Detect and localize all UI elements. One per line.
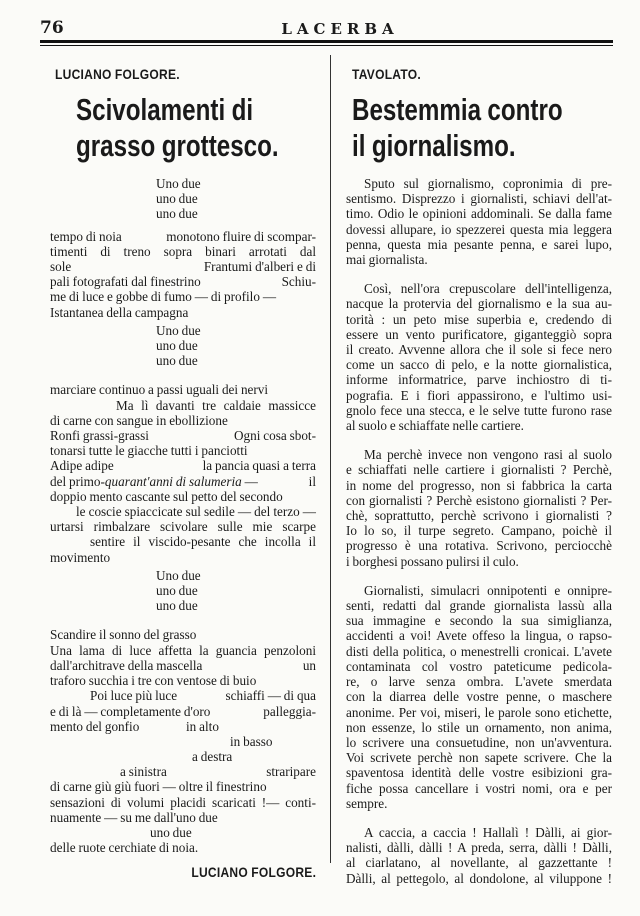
text-line: il creato. Avvenne allora che il sole si fece nero [346,342,612,358]
poem-fragment: tempo di noia [50,228,122,244]
paragraph [346,447,612,569]
poem-line: uno due [156,191,198,207]
text-line: sua immagine e secondo la sua simiglianza, [346,613,612,629]
masthead: LACERBA [281,20,399,38]
text-line: Sputo sul giornalismo, copronimia di pre- [364,176,612,191]
poem-fragment: Schiu- [281,274,316,290]
poem-line: uno due [150,825,192,841]
poem-line: le coscie spiaccicate sul sedile — del terzo — [76,504,316,520]
text-line: A caccia, a caccia ! Hallalì ! Dàlli, ai gior- [364,824,612,840]
text-line: al suolo e schiaffate nelle cartiere. [346,418,524,434]
text-line: penna, questa mia pesante penna, e sarei lupo, [346,236,612,252]
text-line: essere un vento purificatore, giganteggiò sopra [346,326,612,342]
text-line: con giornalisti ? Perchè esistono giornalisti ? Per- [346,492,612,508]
text-line: Dàlli, al pettegolo, al dondolone, al viluppone ! [346,870,612,886]
text-line: chè, soprattutto, perchè scrivono i giornalisti ? [346,508,612,524]
poem-fragment: Ronfi grassi-grassi [50,428,149,444]
text-line: e schiaffati nelle cartiere i giornalisti ? Perchè, [346,462,612,478]
text-line: timo. Odio le opinioni addominali. Se dalla fame [346,206,612,222]
poem-fragment: il [308,473,316,489]
text-line: lo scrivere una consuetudine, non un'avventura. [346,734,612,750]
poem-line [50,749,316,764]
poem-fragment: palleggia- [263,703,316,719]
poem-line: doppio mento cascante sul petto del secondo [50,488,283,504]
text-line: Io lo so, il turpe segreto. Campano, poichè il [346,523,612,539]
signature-text: LUCIANO FOLGORE. [191,863,316,880]
text-line: anonime. Per voi, miseri, le parole sono etichette, [346,704,612,720]
poem-line [50,428,316,443]
poem-line: timenti di treno sopra binari arrotati dal [50,243,316,259]
poem-line [50,458,316,473]
poem-line: tonarsi tutte le giacche tutti i panciotti [50,443,248,459]
text-line: Così, nell'ora crepuscolare dell'intelligenza, [364,281,612,297]
poem-fragment: Frantumi d'alberi e di [203,259,316,275]
poem-line: Uno due [156,322,201,338]
poem-line [50,688,316,703]
text-line: nacque la protervia del giornalismo e la sua au- [346,296,612,312]
page-number: 76 [40,18,64,38]
text-line: mai giornalista. [346,252,428,268]
poem-line [50,229,316,244]
text-line: fiche possa cancellare i vostri nomi, ora e per [346,780,612,796]
poem-line: di carne con sangue in ebollizione [50,412,228,428]
paragraph [346,176,612,267]
poem-line [50,274,316,289]
text-line: con la diarrea delle vostre penne, o maschere [346,689,612,705]
poem-line: urtarsi rimbalzare scivolare sulle mie scarpe [50,519,316,535]
text-line: accidenti a voi! Avete offeso la lingua, o rapso- [346,628,612,644]
poem-line: uno due [156,206,198,222]
text-line: in nome del progresso, non si fabbrica la carta [346,477,612,493]
poem-line [50,719,316,734]
header-rule-thin [40,45,613,46]
author-name: TAVOLATO. [352,66,421,82]
poem-fragment: un [302,657,316,673]
text-line: spaventosa identità delle vostre esibizioni gra- [346,765,612,781]
poem-line: di carne giù giù fuori — oltre il finestrino [50,779,267,795]
poem-fragment: pali fotografati dal finestrino [50,274,201,290]
article-title-line: il giornalismo. [352,128,516,163]
poem-line: nuamente — su me dall'uno due [50,809,218,825]
header-rule [40,40,613,43]
poem-line [50,704,316,719]
right-column [346,66,612,886]
poem-text: del primo- [50,473,105,489]
poem-line: me di luce e gobbe di fumo — di profilo — [50,289,277,305]
poem-line: uno due [156,583,198,599]
poem-fragment: a sinistra [120,764,167,780]
article-title-line: Scivolamenti di [76,92,254,127]
poem-line: Uno due [156,567,201,583]
text-line: Voi scrivete perchè non sapete scrivere. Che la [346,750,612,766]
text-line: torità : un peto mise superbia e, credendo di [346,311,612,327]
poem-fragment: sole [50,259,72,275]
poem-line [50,658,316,673]
poem-line: Istantanea della campagna [50,304,189,320]
paragraph [346,825,612,886]
text-line: informe informatrice, parve inchiostro di ti- [346,372,612,388]
article-title-line: grasso grottesco. [76,128,279,163]
poem-text: — [244,473,258,489]
text-line: progresso è una rotativa. Scrivono, perciocchè [346,538,612,554]
poem-fragment: dall'architrave della mascella [50,657,203,673]
text-line: come un sacco di pelo, e la notte giornalistica, [346,357,612,373]
poem-line: uno due [156,338,198,354]
text-line: nalisti, dàlli, dàlli ! A preda, serra, dàlli ! Dàlli, [346,840,612,856]
text-line: pografia. E i fiori appassirono, e l'ultimo usi- [346,387,612,403]
text-line: dovessi allupare, io spezzerei questa mia leggera [346,221,612,237]
poem-line: sensazioni di volumi placidi scaricati !— conti- [50,794,316,810]
text-line: re, o larve senza ombra. L'avete smerdata [346,674,612,690]
author-name: LUCIANO FOLGORE. [55,66,180,82]
text-line: contaminata col vostro pateticume pedicola- [346,658,612,674]
column-divider [330,55,331,863]
poem-line: Uno due [156,176,201,191]
text-line: senti, redatti dal grande giornalista lassù alla [346,598,612,614]
poem-fragment: schiaffi — di qua [225,688,316,704]
poem-line [50,764,316,779]
poem-line: marciare continuo a passi uguali dei nervi [50,382,269,398]
poem-line [50,734,316,749]
poem-fragment: e di là — completamente d'oro [50,703,211,719]
poem-line: uno due [156,353,198,369]
poem-line: Scandire il sonno del grasso [50,627,197,643]
article-title-line: Bestemmia contro [352,92,563,127]
text-line: sentismo. Disprezzo i giornalisti, schiavi dell'at- [346,191,612,207]
text-line: i borghesi possano pulirsi il culo. [346,553,519,569]
left-column [50,66,316,880]
poem-line: delle ruote cerchiate di noia. [50,840,199,856]
poem-line: sentire il viscido-pesante che incolla il [90,534,316,550]
poem-fragment: in alto [186,718,219,734]
paragraph [346,281,612,433]
poem-fragment: mento del gonfio [50,718,140,734]
refrain [50,176,316,222]
text-line: Giornalisti, simulacri onnipotenti e onnipre- [364,582,612,598]
text-line: sempre. [346,795,388,811]
poem-fragment: la pancia quasi a terra [202,458,316,474]
poem-line: movimento [50,549,111,565]
poem-fragment: monotono fluire di scompar- [166,228,316,244]
poem-fragment: in basso [230,733,273,749]
text-line: al ciarlatano, al novellante, al gazzettante ! [346,855,612,871]
poem-line: uno due [156,598,198,614]
poem-fragment: Adipe adipe [50,458,114,474]
text-line: disti della politica, o menestrelli cronicai. L'avete [346,643,612,659]
text-line: Ma perchè invece non vengono rasi al suolo [364,447,612,463]
poem-fragment: Poi luce più luce [90,688,178,704]
poem-fragment: straripare [266,764,316,780]
poem-line: traforo succhia i tre con ventose di buio [50,673,257,689]
poem-fragment [50,474,258,489]
poem-line [50,259,316,274]
poem-line: Ma lì davanti tre caldaie massicce [116,397,316,413]
poem-fragment: Ogni cosa sbot- [234,428,316,444]
text-line: non essenze, lo stile un ornamento, non anima, [346,719,612,735]
signature [50,864,316,880]
poem-line: Una lama di luce affetta la guancia penzoloni [50,642,316,658]
italic-text: quarant'anni di salumeria [104,473,242,489]
paragraph [346,583,612,811]
text-line: gnolo fece una stecca, e le selve tutte furono rase [346,402,612,418]
poem-line [50,474,316,489]
poem-fragment: a destra [192,749,233,765]
